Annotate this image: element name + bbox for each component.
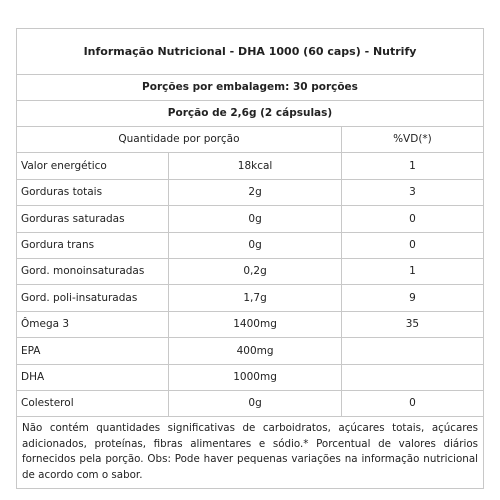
nutrient-name: Colesterol bbox=[17, 390, 169, 416]
nutrient-amount: 400mg bbox=[169, 338, 342, 364]
table-row bbox=[17, 258, 484, 284]
nutrition-facts-panel bbox=[16, 28, 484, 489]
nutrient-name: Gorduras totais bbox=[17, 179, 169, 205]
nutrient-amount: 1000mg bbox=[169, 364, 342, 390]
nutrient-name: Gord. monoinsaturadas bbox=[17, 258, 169, 284]
column-header-row bbox=[17, 127, 484, 153]
nutrient-name: Gord. poli-insaturadas bbox=[17, 285, 169, 311]
nutrient-amount: 18kcal bbox=[169, 153, 342, 179]
nutrient-name: Gorduras saturadas bbox=[17, 206, 169, 232]
table-row bbox=[17, 364, 484, 390]
footnote: Não contém quantidades significativas de carboidratos, açúcares totais, açúcares adicionados, proteínas, fibras alimentares e sódio.* Porcentual de valores diários fornecidos pela porção. Obs: Pode haver pequenas variações na informação nutricional de acordo com o sabor. bbox=[17, 417, 484, 489]
vd-column-header: %VD(*) bbox=[341, 127, 483, 153]
table-row bbox=[17, 338, 484, 364]
nutrient-amount: 0g bbox=[169, 206, 342, 232]
nutrient-vd: 3 bbox=[341, 179, 483, 205]
nutrient-name: EPA bbox=[17, 338, 169, 364]
serving-size-row bbox=[17, 101, 484, 127]
table-row bbox=[17, 153, 484, 179]
table-title: Informação Nutricional - DHA 1000 (60 caps) - Nutrify bbox=[17, 29, 484, 75]
nutrient-amount: 1,7g bbox=[169, 285, 342, 311]
nutrient-amount: 0g bbox=[169, 390, 342, 416]
title-row bbox=[17, 29, 484, 75]
table-row bbox=[17, 232, 484, 258]
table-row bbox=[17, 285, 484, 311]
table-row bbox=[17, 311, 484, 337]
nutrition-table bbox=[16, 28, 484, 489]
nutrient-amount: 0,2g bbox=[169, 258, 342, 284]
nutrient-name: Ômega 3 bbox=[17, 311, 169, 337]
nutrient-name: DHA bbox=[17, 364, 169, 390]
nutrient-name: Valor energético bbox=[17, 153, 169, 179]
nutrient-amount: 0g bbox=[169, 232, 342, 258]
nutrient-vd bbox=[341, 338, 483, 364]
nutrient-amount: 1400mg bbox=[169, 311, 342, 337]
nutrient-vd: 1 bbox=[341, 153, 483, 179]
nutrient-vd: 0 bbox=[341, 232, 483, 258]
nutrient-name: Gordura trans bbox=[17, 232, 169, 258]
nutrient-vd: 9 bbox=[341, 285, 483, 311]
nutrient-vd: 0 bbox=[341, 206, 483, 232]
servings-row bbox=[17, 75, 484, 101]
table-row bbox=[17, 390, 484, 416]
nutrient-amount: 2g bbox=[169, 179, 342, 205]
nutrient-vd: 1 bbox=[341, 258, 483, 284]
nutrient-vd bbox=[341, 364, 483, 390]
footnote-row bbox=[17, 417, 484, 489]
servings-per-package: Porções por embalagem: 30 porções bbox=[17, 75, 484, 101]
quantity-column-header: Quantidade por porção bbox=[17, 127, 342, 153]
serving-size: Porção de 2,6g (2 cápsulas) bbox=[17, 101, 484, 127]
table-row bbox=[17, 179, 484, 205]
nutrient-vd: 35 bbox=[341, 311, 483, 337]
nutrient-vd: 0 bbox=[341, 390, 483, 416]
table-row bbox=[17, 206, 484, 232]
